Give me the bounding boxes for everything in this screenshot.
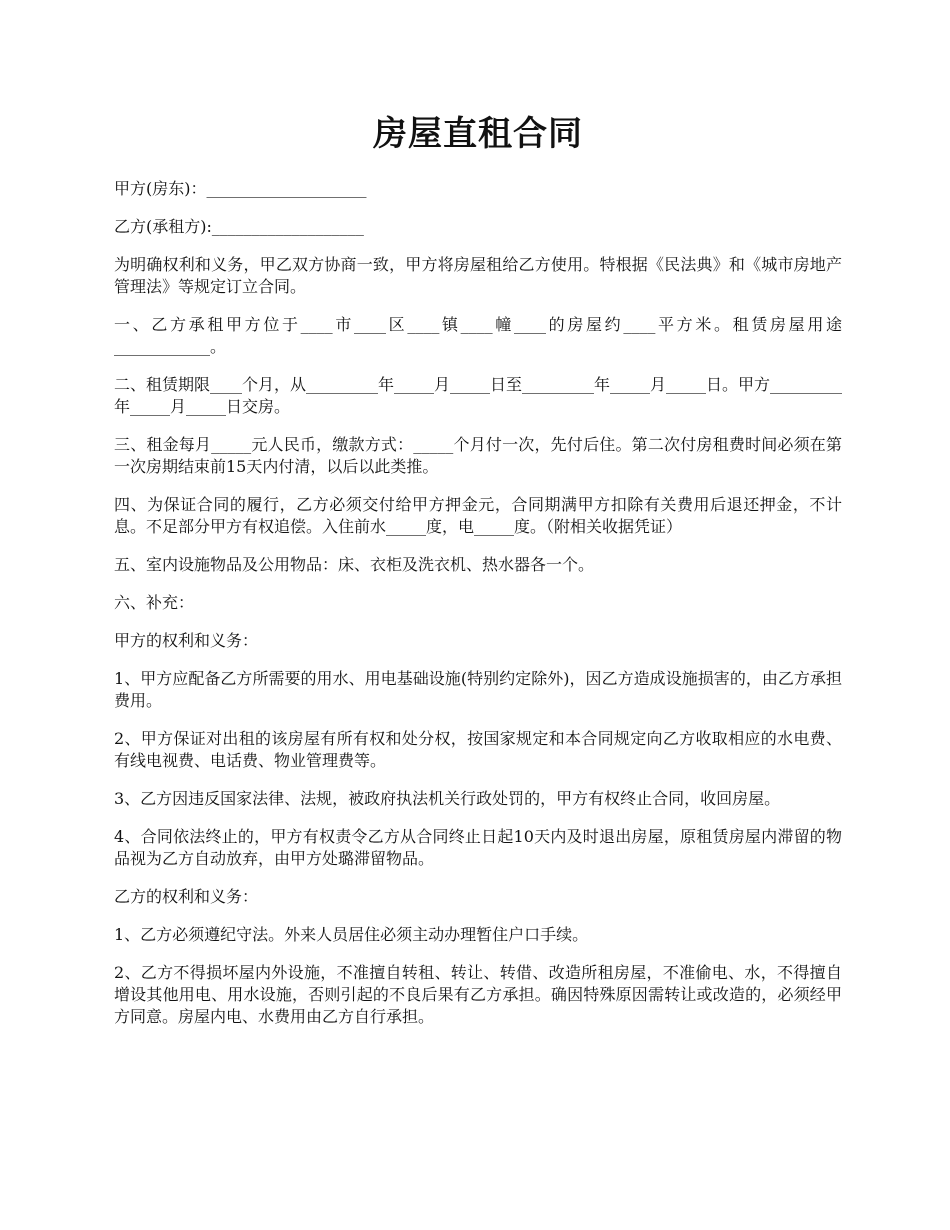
clause-1-paragraph: 一、乙方承租甲方位于____市____区____镇____幢____的房屋约____平方米。租赁房屋用途____________。: [114, 315, 842, 356]
clause-4-paragraph: 四、为保证合同的履行，乙方必须交付给甲方押金元，合同期满甲方扣除有关费用后退还押金，不计息。不足部分甲方有权追偿。入住前水_____度，电_____度。（附相关收据凭证）: [114, 495, 842, 536]
clause-6-paragraph: 六、补充：: [114, 593, 195, 612]
party-a-line: 甲方(房东)：____________________: [114, 179, 367, 198]
clause-3-paragraph: 三、租金每月_____元人民币，缴款方式：_____个月付一次，先付后住。第二次付房租费时间必须在第一次房期结束前15天内付清，以后以此类推。: [114, 435, 842, 476]
party-a-item-4: 4、合同依法终止的，甲方有权责令乙方从合同终止日起10天内及时退出房屋，原租赁房屋内滞留的物品视为乙方自动放弃，由甲方处璐滞留物品。: [114, 827, 842, 868]
party-a-item-1: 1、甲方应配备乙方所需要的用水、用电基础设施(特别约定除外)，因乙方造成设施损害的，由乙方承担费用。: [114, 669, 842, 710]
clause-5-paragraph: 五、室内设施物品及公用物品：床、衣柜及洗衣机、热水器各一个。: [114, 555, 595, 574]
party-b-line: 乙方(承租方):___________________: [114, 217, 364, 236]
clause-2-paragraph: 二、租赁期限____个月，从_________年_____月_____日至_________年_____月_____日。甲方_________年_____月_____日交房。: [114, 375, 843, 416]
party-a-item-3: 3、乙方因违反国家法律、法规，被政府执法机关行政处罚的，甲方有权终止合同，收回房屋。: [114, 789, 781, 808]
document-title: 房屋直租合同: [373, 114, 583, 154]
party-b-item-2: 2、乙方不得损坏屋内外设施，不准擅自转租、转让、转借、改造所租房屋，不准偷电、水，不得擅自增设其他用电、用水设施，否则引起的不良后果有乙方承担。确因特殊原因需转让或改造的，必须经甲方同意。房屋内电、水费用由乙方自行承担。: [114, 963, 842, 1026]
party-a-item-2: 2、甲方保证对出租的该房屋有所有权和处分权，按国家规定和本合同规定向乙方收取相应的水电费、有线电视费、电话费、物业管理费等。: [114, 729, 842, 770]
preamble-paragraph: 为明确权利和义务，甲乙双方协商一致，甲方将房屋租给乙方使用。特根据《民法典》和《城市房地产管理法》等规定订立合同。: [114, 255, 842, 296]
party-b-item-1: 1、乙方必须遵纪守法。外来人员居住必须主动办理暂住户口手续。: [114, 925, 589, 944]
party-b-rights-heading: 乙方的权利和义务：: [114, 887, 259, 906]
document-body: [114, 110, 842, 1044]
party-a-rights-heading: 甲方的权利和义务：: [114, 631, 259, 650]
